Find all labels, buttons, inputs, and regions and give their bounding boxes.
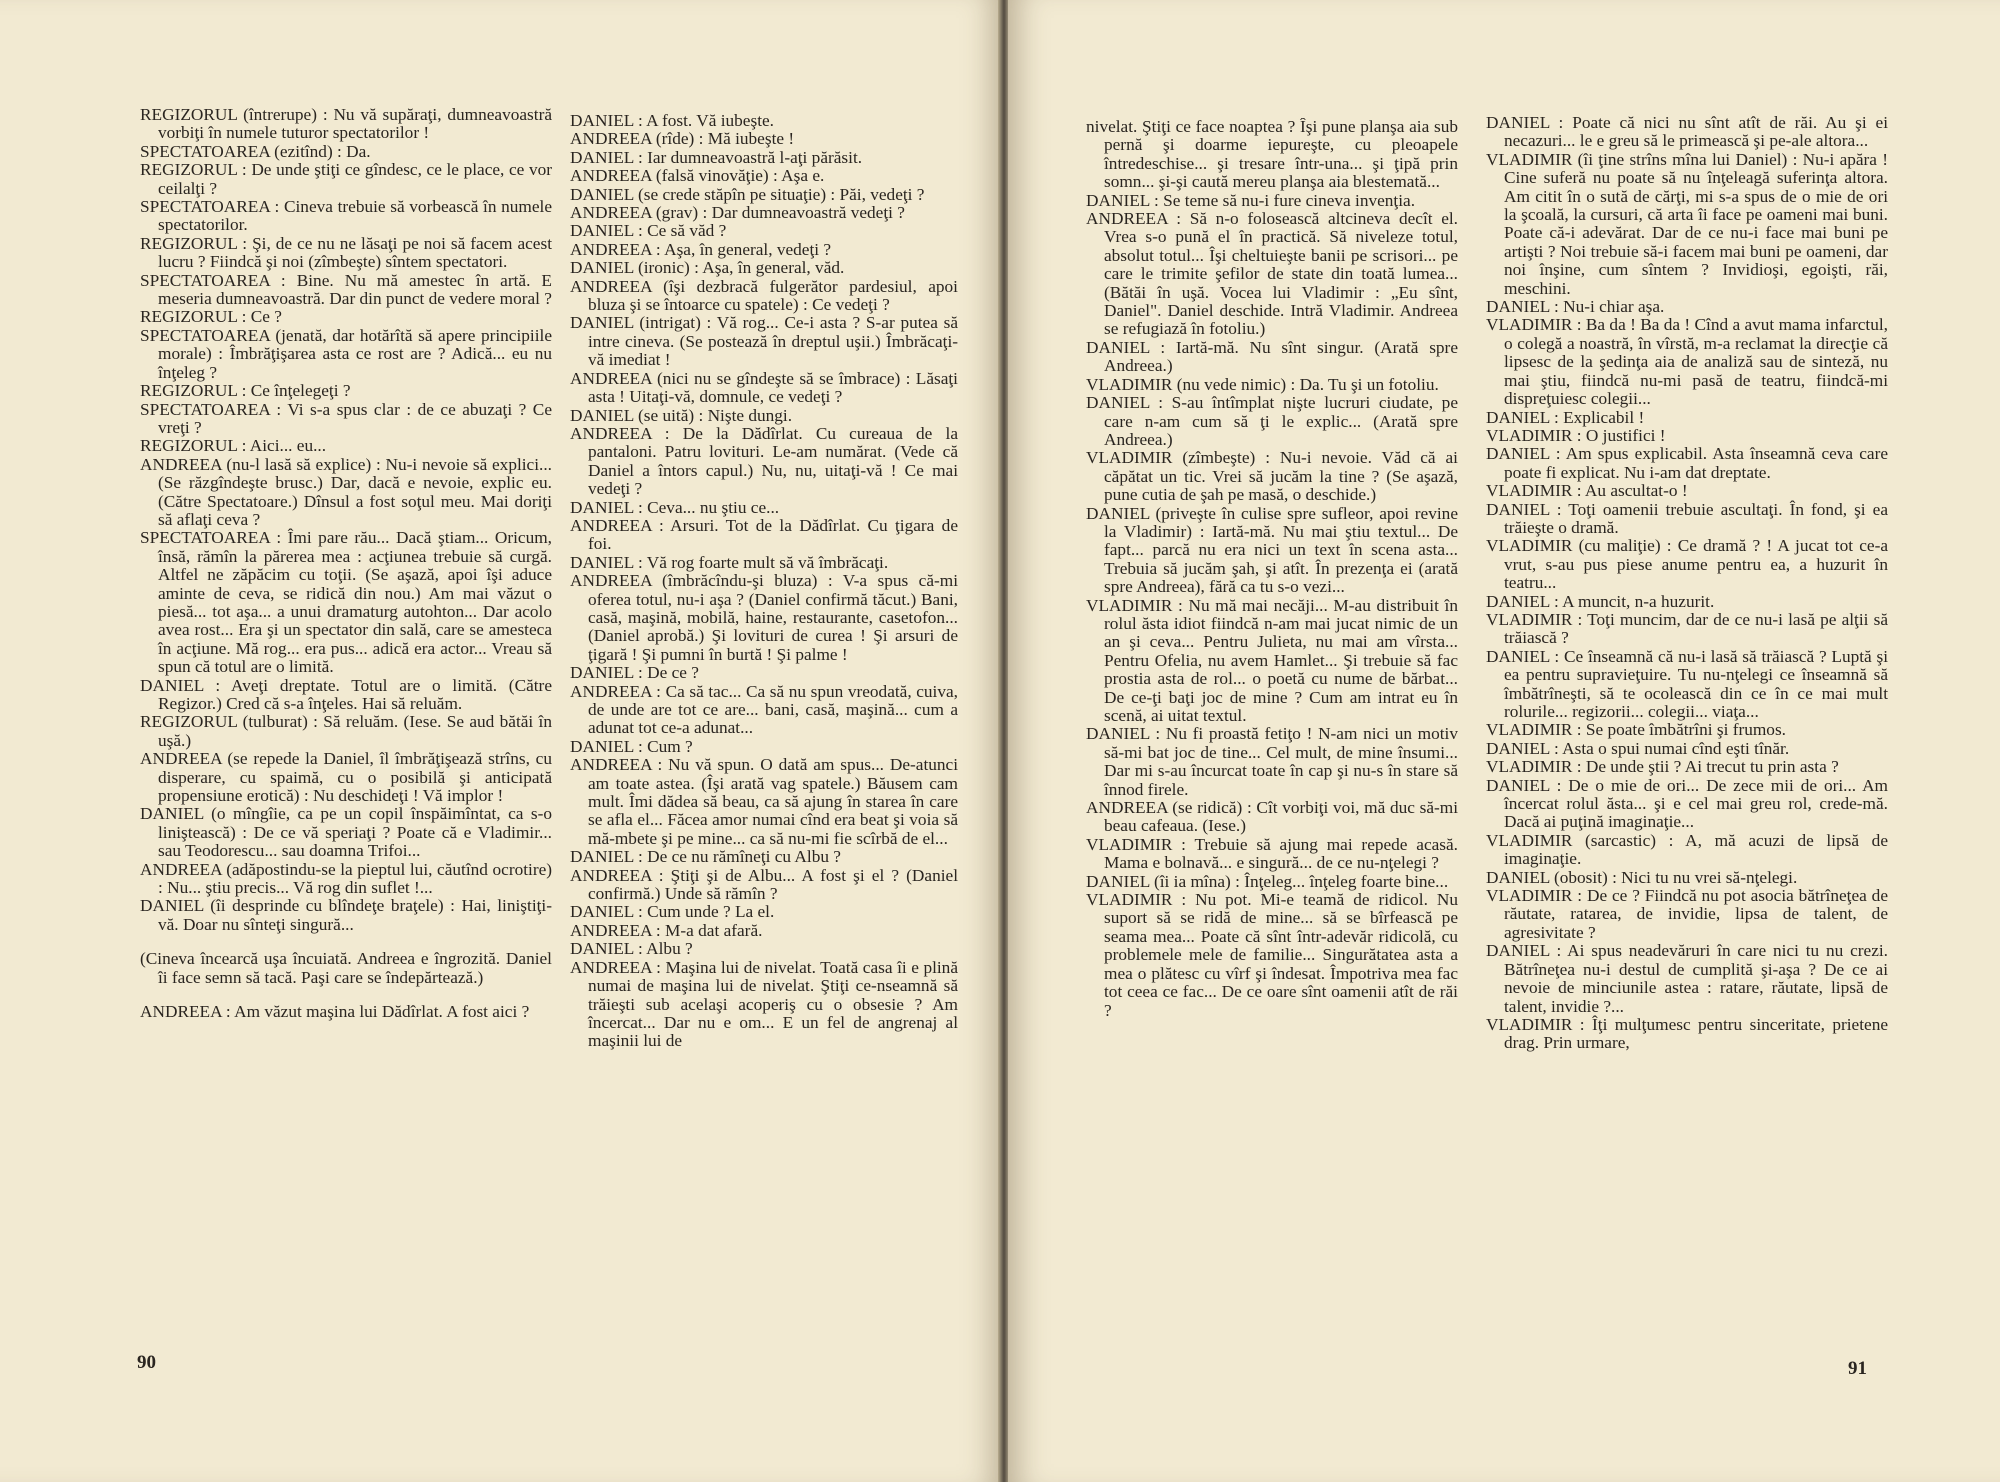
dialogue-paragraph: DANIEL (priveşte în culise spre sufleor, apoi revine la Vladimir) : Iartă-mă. Nu mai ştiu textul... De fapt... parcă nu era nici un text în scena asta... Trebuia să jucăm şah, şi atît. În prezenţa ei (arată spre Andreea), fără ca tu s-o vezi... — [1086, 503, 1458, 597]
dialogue-paragraph: DANIEL : Iar dumneavoastră l-aţi părăsit. — [570, 147, 863, 167]
dialogue-paragraph: ANDREEA : Maşina lui de nivelat. Toată casa îi e plină numai de maşina lui de nivelat. Ştiţi ce-nseamnă să trăieşti sub acelaşi acoperiş cu o obsesie ? Am încercat... Dar nu e om... E un fel de angrenaj al maşinii lui de — [570, 957, 958, 1051]
dialogue-paragraph: DANIEL : De o mie de ori... De zece mii de ori... Am încercat rolul ăsta... şi e cel mai greu rol, crede-mă. Dacă ai puţină imaginaţie... — [1486, 775, 1888, 832]
dialogue-paragraph: DANIEL : S-au întîmplat nişte lucruri ciudate, pe care n-am cum să ţi le explic... (Arată spre Andreea.) — [1086, 393, 1458, 449]
dialogue-paragraph: DANIEL : Ceva... nu ştiu ce... — [570, 497, 780, 517]
right-page — [1008, 0, 2000, 1482]
dialogue-paragraph: ANDREEA (rîde) : Mă iubeşte ! — [570, 129, 795, 149]
dialogue-paragraph: DANIEL (se crede stăpîn pe situaţie) : Păi, vedeţi ? — [570, 184, 925, 204]
dialogue-paragraph: VLADIMIR : Se poate îmbătrîni şi frumos. — [1486, 720, 1786, 740]
dialogue-paragraph: DANIEL : Ce înseamnă că nu-i lasă să trăiască ? Luptă şi ea pentru supravieţuire. Tu nu-nţelegi ce înseamnă să îmbătrîneşti, să te ocolească din ce în ce mai mult rolurile... regizorii... colegii... viaţa... — [1486, 646, 1888, 721]
dialogue-paragraph: DANIEL : Am spus explicabil. Asta înseamnă ceva care poate fi explicat. Nu i-am dat dreptate. — [1486, 444, 1888, 482]
dialogue-paragraph: ANDREEA (falsă vinovăţie) : Aşa e. — [570, 166, 825, 186]
dialogue-paragraph: DANIEL : Poate că nici nu sînt atît de răi. Au şi ei necazuri... le e greu să le primească şi pe-ale altora... — [1486, 114, 1888, 151]
dialogue-paragraph: REGIZORUL (tulburat) : Să reluăm. (Iese. Se aud bătăi în uşă.) — [140, 712, 552, 750]
dialogue-paragraph: VLADIMIR (cu maliţie) : Ce dramă ? ! A jucat tot ce-a vrut, s-au pus piese anume pentru ea, a huzurit în teatru... — [1486, 536, 1888, 593]
dialogue-paragraph: ANDREEA : Am văzut maşina lui Dădîrlat. A fost aici ? — [140, 1002, 530, 1022]
dialogue-paragraph: VLADIMIR : O justifici ! — [1486, 425, 1666, 445]
dialogue-paragraph: ANDREEA (se repede la Daniel, îl îmbrăţişează strîns, cu disperare, cu spaimă, cu o posibilă şi anticipată propensiune erotică) : Nu deschideţi ! Vă implor ! — [140, 749, 552, 806]
dialogue-paragraph: VLADIMIR (sarcastic) : A, mă acuzi de lipsă de imaginaţie. — [1486, 830, 1888, 869]
dialogue-paragraph: DANIEL : Asta o spui numai cînd eşti tînăr. — [1486, 738, 1790, 758]
dialogue-paragraph: VLADIMIR (îi ţine strîns mîna lui Daniel) : Nu-i apăra ! Cine suferă nu poate să nu înţeleagă suferinţa altora. Am citit în o sută de cărţi, mi s-a spus de o mie de ori la şcoală, la cursuri, că arta îi face pe oameni mai buni. Poate că-i adevărat. Dar de ce nu-i face mai buni pe artişti ? Noi trebuie să-i facem mai buni pe oameni, dar noi înşine, cum sîntem ? Invidioşi, egoişti, răi, meschini. — [1486, 149, 1888, 298]
dialogue-paragraph: DANIEL : Ce să văd ? — [570, 221, 727, 241]
dialogue-paragraph: REGIZORUL : Şi, de ce nu ne lăsaţi pe noi să facem acest lucru ? Fiindcă şi noi (zîmbeşte) sîntem spectatori. — [140, 233, 552, 272]
page-number: 91 — [1848, 1358, 1867, 1379]
dialogue-paragraph: DANIEL (intrigat) : Vă rog... Ce-i asta ? S-ar putea să intre cineva. (Se postează în dreptul uşii.) Îmbrăcaţi-vă imediat ! — [570, 313, 958, 370]
dialogue-paragraph: DANIEL : Toţi oamenii trebuie ascultaţi. În fond, şi ea trăieşte o dramă. — [1486, 499, 1888, 537]
dialogue-paragraph: DANIEL : A fost. Vă iubeşte. — [570, 112, 774, 130]
dialogue-paragraph: DANIEL : Aveţi dreptate. Totul are o limită. (Către Regizor.) Cred că s-a înţeles. Hai să reluăm. — [140, 675, 552, 713]
dialogue-paragraph: SPECTATOAREA : Vi s-a spus clar : de ce abuzaţi ? Ce vreţi ? — [140, 399, 552, 437]
dialogue-paragraph: SPECTATOAREA : Cineva trebuie să vorbească în numele spectatorilor. — [140, 197, 552, 235]
dialogue-paragraph: ANDREEA : Ştiţi şi de Albu... A fost şi el ? (Daniel confirmă.) Unde să rămîn ? — [570, 865, 958, 904]
dialogue-paragraph: SPECTATOAREA : Bine. Nu mă amestec în artă. E meseria dumneavoastră. Dar din punct de vedere moral ? — [140, 270, 552, 309]
dialogue-paragraph: DANIEL : Nu fi proastă fetiţo ! N-am nici un motiv să-mi bat joc de tine... Cel mult, de mine însumi... Dar mi s-au încurcat toate în cap şi nu-s în stare să înnod firele. — [1086, 724, 1458, 799]
dialogue-paragraph: VLADIMIR : De unde ştii ? Ai trecut tu prin asta ? — [1486, 757, 1839, 777]
dialogue-paragraph: DANIEL : Cum unde ? La el. — [570, 902, 775, 922]
dialogue-paragraph: VLADIMIR : Ba da ! Ba da ! Cînd a avut mama infarctul, o colegă a noastră, în vîrstă, m-a reclamat la direcţie că lipsesc de la şedinţa aia de analiză sau de sinteză, nu mai ştiu, fiindcă nu-mi pasă de teatru, fiindcă-mi dispreţuiesc colegii... — [1486, 315, 1888, 409]
dialogue-paragraph: DANIEL : De ce ? — [570, 663, 699, 683]
dialogue-paragraph: DANIEL : Ai spus neadevăruri în care nici tu nu crezi. Bătrîneţea nu-i destul de cumplită şi-aşa ? De ce ai nevoie de minciunile astea : ratare, răutate, lipsă de talent, invidie ?... — [1486, 941, 1888, 1016]
dialogue-paragraph: VLADIMIR : Toţi muncim, dar de ce nu-i lasă pe alţii să trăiască ? — [1486, 609, 1888, 648]
dialogue-paragraph: SPECTATOAREA (ezitînd) : Da. — [140, 141, 371, 161]
right-column-2 — [1486, 114, 1888, 1346]
dialogue-paragraph: VLADIMIR (zîmbeşte) : Nu-i nevoie. Văd că ai căpătat un tic. Vrei să jucăm la tine ? (Se aşază, pune cutia de şah pe masă, o deschide.) — [1086, 448, 1458, 505]
dialogue-paragraph: VLADIMIR : Nu pot. Mi-e teamă de ridicol. Nu suport să se ridă de mine... să se bîrfească pe seama mea... Poate că sînt într-adevăr ridicolă, cu problemele mele de familie... Singurătatea asta a mea o plătesc cu vîrf şi îndesat. Împotriva mea fac tot ceea ce fac... De ce oare sînt oamenii atît de răi ? — [1086, 890, 1458, 1020]
dialogue-paragraph: SPECTATOAREA : Îmi pare rău... Dacă ştiam... Oricum, însă, rămîn la părerea mea : acţiunea trebuie să curgă. Altfel ne zăpăcim cu toţii. (Se aşază, apoi îşi aduce aminte de ceva, se ridică din nou.) Am mai văzut o piesă... tot aşa... a unui dramaturg autohton... Dar acolo avea rost... Era şi un spectator din sală, care se amesteca în acţiune. Mă rog... era pus... adică era actor... Vreau să spun că totul are o limită. — [140, 528, 552, 677]
page-number: 90 — [137, 1352, 156, 1373]
dialogue-paragraph: ANDREEA (nici nu se gîndeşte să se îmbrace) : Lăsaţi asta ! Uitaţi-vă, domnule, ce vedeţi ? — [570, 368, 958, 407]
dialogue-paragraph: DANIEL : Nu-i chiar aşa. — [1486, 297, 1665, 317]
dialogue-paragraph: ANDREEA : Nu vă spun. O dată am spus... De-atunci am toate astea. (Îşi arată vag spatele.) Băusem cam mult. Îmi dădea să beau, ca să ajung în starea în care se afla el... Făcea amor numai cînd era beat şi voia să mă-mbete şi pe mine... ca să nu-mi fie scîrbă de el... — [570, 755, 958, 848]
dialogue-paragraph: ANDREEA : Aşa, în general, vedeţi ? — [570, 239, 832, 259]
dialogue-paragraph: SPECTATOAREA (jenată, dar hotărîtă să apere principiile morale) : Îmbrăţişarea asta ce rost are ? Adică... eu nu înţeleg ? — [140, 325, 552, 382]
left-column-1 — [140, 106, 552, 1338]
dialogue-paragraph: ANDREEA : Arsuri. Tot de la Dădîrlat. Cu ţigara de foi. — [570, 515, 958, 554]
dialogue-paragraph: ANDREEA : De la Dădîrlat. Cu cureaua de la pantaloni. Patru lovituri. Le-am numărat. (Vede că Daniel a întors capul.) Nu, nu, uitaţi-vă ! Ce mai vedeţi ? — [570, 423, 958, 499]
dialogue-paragraph: VLADIMIR : Îţi mulţumesc pentru sinceritate, prietene drag. Prin urmare, — [1486, 1014, 1888, 1053]
dialogue-paragraph: ANDREEA (se ridică) : Cît vorbiţi voi, mă duc să-mi beau cafeaua. (Iese.) — [1086, 798, 1458, 836]
dialogue-paragraph: REGIZORUL : Aici... eu... — [140, 436, 327, 456]
dialogue-paragraph: VLADIMIR : Au ascultat-o ! — [1486, 481, 1688, 501]
dialogue-paragraph: ANDREEA (îmbrăcîndu-şi bluza) : V-a spus că-mi oferea totul, nu-i aşa ? (Daniel confirmă tăcut.) Bani, casă, maşină, mobilă, haine, restaurante, casetofon... (Daniel aprobă.) Şi lovituri de curea ! Şi arsuri de ţigară ! Şi pumni în burtă ! Şi palme ! — [570, 571, 958, 664]
dialogue-paragraph: DANIEL (obosit) : Nici tu nu vrei să-nţelegi. — [1486, 867, 1798, 887]
dialogue-paragraph: ANDREEA : M-a dat afară. — [570, 920, 763, 940]
dialogue-paragraph: DANIEL : Se teme să nu-i fure cineva invenţia. — [1086, 190, 1416, 210]
dialogue-paragraph: ANDREEA (nu-l lasă să explice) : Nu-i nevoie să explici... (Se răzgîndeşte brusc.) Dar, dacă e nevoie, explic eu. (Către Spectatoare.) Dînsul a fost soţul meu. Mai doriţi să aflaţi ceva ? — [140, 454, 552, 529]
dialogue-paragraph: ANDREEA : Să n-o folosească altcineva decît el. Vrea s-o pună el în practică. Să niveleze totul, absolut totul... Îşi cheltuieşte banii pe scrisori... pe care le trimite şefilor de state din toată lumea... (Bătăi în uşă. Vocea lui Vladimir : „Eu sînt, Daniel". Daniel deschide. Intră Vladimir. Andreea se refugiază în fotoliu.) — [1086, 209, 1458, 339]
dialogue-paragraph: DANIEL : A muncit, n-a huzurit. — [1486, 591, 1715, 611]
dialogue-paragraph: REGIZORUL : Ce ? — [140, 307, 282, 327]
dialogue-paragraph: DANIEL (ironic) : Aşa, în general, văd. — [570, 258, 845, 278]
dialogue-paragraph: DANIEL : Albu ? — [570, 939, 693, 959]
dialogue-paragraph: DANIEL : Cum ? — [570, 736, 693, 756]
dialogue-paragraph: REGIZORUL : Ce înţelegeţi ? — [140, 381, 351, 401]
left-column-2 — [570, 112, 958, 1344]
dialogue-paragraph: (Cineva încearcă uşa încuiată. Andreea e îngrozită. Daniel îi face semn să tacă. Paşi care se îndepărtează.) — [140, 949, 552, 987]
dialogue-paragraph: REGIZORUL (întrerupe) : Nu vă supăraţi, dumneavoastră vorbiţi în numele tuturor spectatorilor ! — [140, 106, 552, 143]
dialogue-paragraph: REGIZORUL : De unde ştiţi ce gîndesc, ce le place, ce vor ceilalţi ? — [140, 160, 552, 198]
dialogue-paragraph: nivelat. Ştiţi ce face noaptea ? Îşi pune planşa aia sub pernă şi doarme iepureşte, cu pleoapele întredeschise... şi tresare într-una... şi ţipă prin somn... şi-şi caută mereu planşa aia blestemată... — [1086, 118, 1458, 192]
dialogue-paragraph: DANIEL (îi desprinde cu blîndeţe braţele) : Hai, liniştiţi-vă. Doar nu sînteţi singură... — [140, 896, 552, 934]
right-column-1 — [1086, 118, 1458, 1350]
dialogue-paragraph: VLADIMIR : De ce ? Fiindcă nu pot asocia bătrîneţea de răutate, ratarea, de invidie, lipsa de talent, de agresivitate ? — [1486, 886, 1888, 942]
dialogue-paragraph: DANIEL (îi ia mîna) : Înţeleg... înţeleg foarte bine... — [1086, 871, 1449, 891]
dialogue-paragraph: DANIEL : Vă rog foarte mult să vă îmbrăcaţi. — [570, 552, 889, 572]
dialogue-paragraph: DANIEL : De ce nu rămîneţi cu Albu ? — [570, 847, 841, 867]
dialogue-paragraph: DANIEL (se uită) : Nişte dungi. — [570, 405, 793, 425]
dialogue-paragraph: VLADIMIR : Nu mă mai necăji... M-au distribuit în rolul ăsta idiot fiindcă n-am mai jucat nimic de un an şi ceva... Pentru Julieta, nu mai am vîrsta... Pentru Ofelia, nu avem Hamlet... Şi trebuie să fac prostia asta de rol... o poetă cu nume de bărbat... De ce-ţi baţi joc de mine ? Cum am intrat eu în scenă, ai uitat textul. — [1086, 595, 1458, 725]
dialogue-paragraph: VLADIMIR (nu vede nimic) : Da. Tu şi un fotoliu. — [1086, 374, 1439, 394]
dialogue-paragraph: DANIEL : Explicabil ! — [1486, 407, 1645, 427]
dialogue-paragraph: ANDREEA : Ca să tac... Ca să nu spun vreodată, cuiva, de unde are tot ce are... bani, casă, maşină... cum a adunat tot ce-a adunat... — [570, 681, 958, 738]
dialogue-paragraph: ANDREEA (grav) : Dar dumneavoastră vedeţi ? — [570, 203, 905, 223]
dialogue-paragraph: ANDREEA (îşi dezbracă fulgerător pardesiul, apoi bluza şi se întoarce cu spatele) : Ce vedeţi ? — [570, 276, 958, 315]
dialogue-paragraph: DANIEL : Iartă-mă. Nu sînt singur. (Arată spre Andreea.) — [1086, 337, 1458, 376]
dialogue-paragraph: VLADIMIR : Trebuie să ajung mai repede acasă. Mama e bolnavă... e singură... de ce nu-nţelegi ? — [1086, 834, 1458, 873]
dialogue-paragraph: DANIEL (o mîngîie, ca pe un copil înspăimîntat, ca s-o liniştească) : De ce vă speriaţi ? Poate că e Vladimir... sau Teodorescu... sau doamna Trifoi... — [140, 804, 552, 861]
dialogue-paragraph: ANDREEA (adăpostindu-se la pieptul lui, căutînd ocrotire) : Nu... ştiu precis... Vă rog din suflet !... — [140, 859, 552, 898]
